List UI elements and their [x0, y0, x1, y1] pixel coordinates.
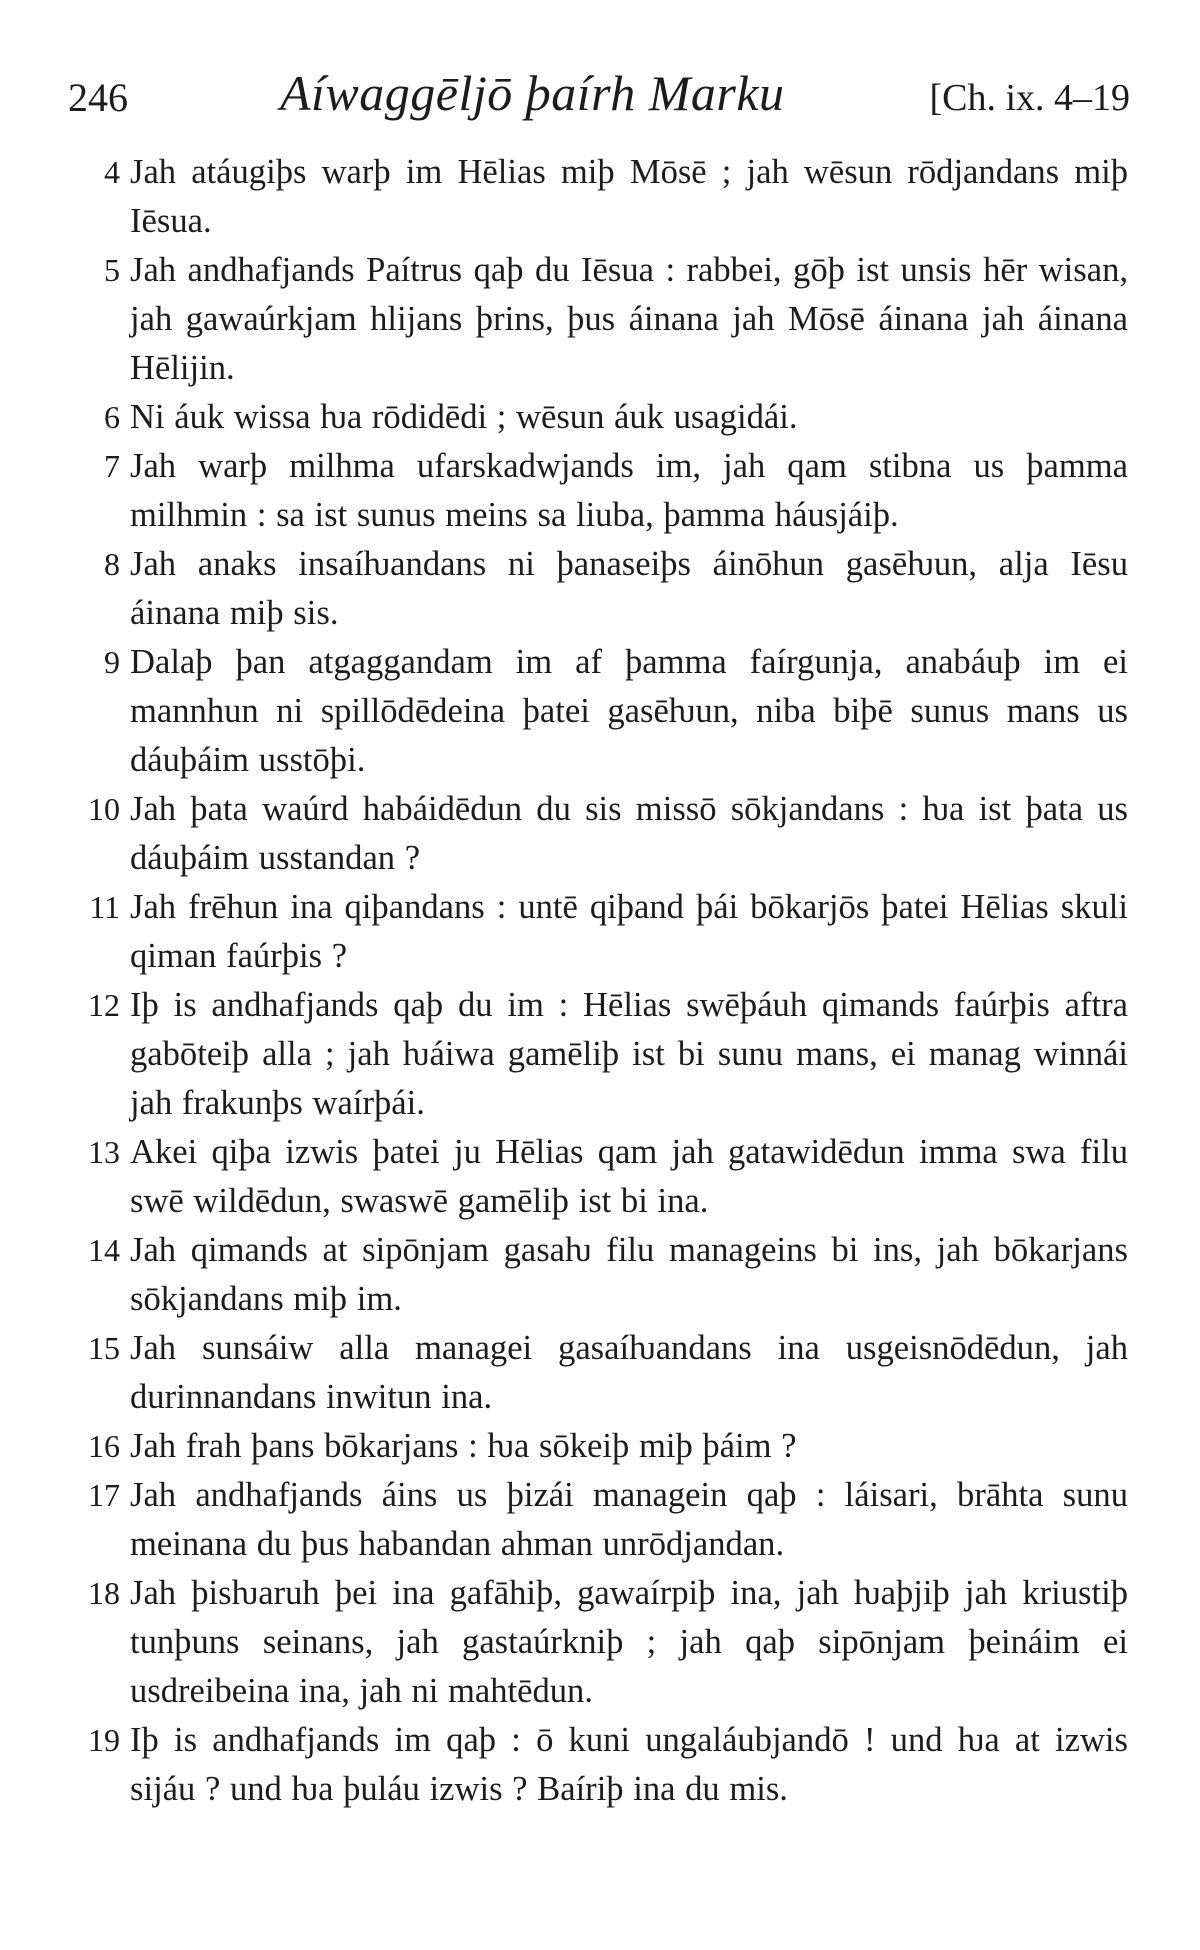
- verse-15: [68, 1324, 1128, 1422]
- verse-text: Jah þata waúrd habáidēdun du sis missō sōkjandans : ƕa ist þata us dáuþáim usstandan ?: [130, 790, 1128, 877]
- verse-4: [68, 148, 1128, 246]
- verse-text: Jah frēhun ina qiþandans : untē qiþand þái bōkarjōs þatei Hēlias skuli qiman faúrþis ?: [130, 888, 1128, 975]
- verse-number: 15: [88, 1330, 120, 1366]
- verse-number: 11: [89, 889, 120, 925]
- verse-number: 16: [88, 1428, 120, 1464]
- verse-11: [68, 883, 1128, 981]
- verse-number: 8: [104, 546, 120, 582]
- verse-number: 4: [104, 154, 120, 190]
- verse-number: 7: [104, 448, 120, 484]
- verse-text: Jah andhafjands áins us þizái managein qaþ : láisari, brāhta sunu meinana du þus habandan ahman unrōdjandan.: [130, 1476, 1128, 1563]
- verse-5: [68, 246, 1128, 393]
- verse-number: 10: [88, 791, 120, 827]
- verse-8: [68, 540, 1128, 638]
- verse-number: 6: [104, 399, 120, 435]
- verse-number: 17: [88, 1477, 120, 1513]
- verse-text: Dalaþ þan atgaggandam im af þamma faírgunja, anabáuþ im ei mannhun ni spillōdēdeina þatei gasēƕun, niba biþē sunus mans us dáuþáim usstōþi.: [130, 643, 1128, 779]
- verse-text: Iþ is andhafjands im qaþ : ō kuni ungaláubjandō ! und ƕa at izwis sijáu ? und ƕa þuláu izwis ? Baíriþ ina du mis.: [130, 1721, 1128, 1808]
- verse-18: [68, 1569, 1128, 1716]
- verse-number: 18: [88, 1575, 120, 1611]
- verse-16: [68, 1422, 1128, 1471]
- verse-19: [68, 1716, 1128, 1814]
- chapter-reference: [Ch. ix. 4–19: [929, 77, 1130, 119]
- verse-number: 19: [88, 1722, 120, 1758]
- verse-text: Jah sunsáiw alla managei gasaíƕandans ina usgeisnōdēdun, jah durinnandans inwitun ina.: [130, 1329, 1128, 1416]
- running-head: [68, 64, 1130, 124]
- verse-text: Jah frah þans bōkarjans : ƕa sōkeiþ miþ þáim ?: [130, 1427, 797, 1465]
- verse-number: 9: [104, 644, 120, 680]
- verse-13: [68, 1128, 1128, 1226]
- verse-9: [68, 638, 1128, 785]
- verse-number: 12: [88, 987, 120, 1023]
- page-number: 246: [68, 75, 128, 120]
- verse-text: Jah warþ milhma ufarskadwjands im, jah qam stibna us þamma milhmin : sa ist sunus meins sa liuba, þamma háusjáiþ.: [130, 447, 1128, 534]
- verse-17: [68, 1471, 1128, 1569]
- verse-14: [68, 1226, 1128, 1324]
- verse-6: [68, 393, 1128, 442]
- verse-12: [68, 981, 1128, 1128]
- verse-text: Jah atáugiþs warþ im Hēlias miþ Mōsē ; jah wēsun rōdjandans miþ Iēsua.: [130, 153, 1128, 240]
- verse-text: Ni áuk wissa ƕa rōdidēdi ; wēsun áuk usagidái.: [130, 398, 798, 436]
- verse-text: Iþ is andhafjands qaþ du im : Hēlias swēþáuh qimands faúrþis aftra gabōteiþ alla ; jah ƕáiwa gamēliþ ist bi sunu mans, ei manag winnái jah frakunþs waírþái.: [130, 986, 1128, 1122]
- page-title: Aíwaggēljō þaírh Marku: [280, 65, 785, 121]
- verse-number: 14: [88, 1232, 120, 1268]
- verse-text: Jah qimands at sipōnjam gasaƕ filu manageins bi ins, jah bōkarjans sōkjandans miþ im.: [130, 1231, 1128, 1318]
- verse-list: [68, 148, 1128, 1814]
- verse-10: [68, 785, 1128, 883]
- verse-text: Akei qiþa izwis þatei ju Hēlias qam jah gatawidēdun imma swa filu swē wildēdun, swaswē gamēliþ ist bi ina.: [130, 1133, 1128, 1220]
- verse-number: 13: [88, 1134, 120, 1170]
- verse-text: Jah þisƕaruh þei ina gafāhiþ, gawaírpiþ ina, jah ƕaþjiþ jah kriustiþ tunþuns seinans, jah gastaúrkniþ ; jah qaþ sipōnjam þeináim ei usdreibeina ina, jah ni mahtēdun.: [130, 1574, 1128, 1710]
- verse-7: [68, 442, 1128, 540]
- verse-number: 5: [104, 252, 120, 288]
- verse-text: Jah andhafjands Paítrus qaþ du Iēsua : rabbei, gōþ ist unsis hēr wisan, jah gawaúrkjam hlijans þrins, þus áinana jah Mōsē áinana jah áinana Hēlijin.: [130, 251, 1128, 387]
- verse-text: Jah anaks insaíƕandans ni þanaseiþs áinōhun gasēƕun, alja Iēsu áinana miþ sis.: [130, 545, 1128, 632]
